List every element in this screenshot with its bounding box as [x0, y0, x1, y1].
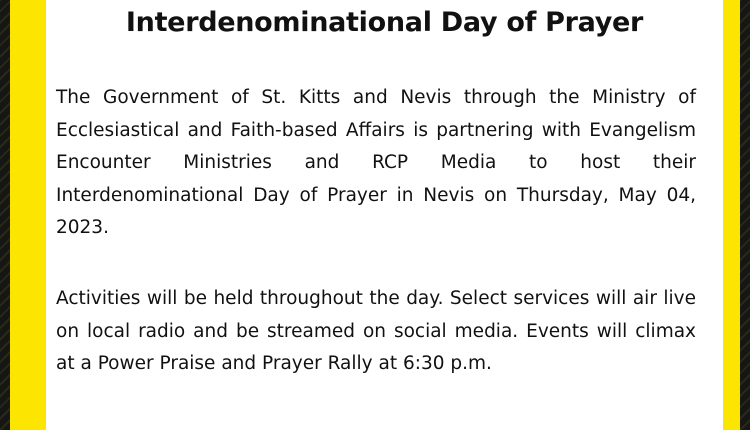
notice-card — [46, 0, 723, 430]
notice-paragraph-1: The Government of St. Kitts and Nevis through the Ministry of Ecclesiastical and Faith-based Affairs is partnering with Evangelism Encounter Ministries and RCP Media to host their Interdenominational Day of Prayer in Nevis on Thursday, May 04, 2023. — [56, 87, 696, 238]
notice-title: Interdenominational Day of Prayer — [125, 7, 644, 38]
left-decorative-stripe — [0, 0, 10, 430]
notice-paragraph-2: Activities will be held throughout the day. Select services will air live on local radio and be streamed on social media. Events will climax at a Power Praise and Prayer Rally at 6:30 p.m. — [56, 288, 696, 374]
yellow-frame — [10, 0, 740, 430]
right-decorative-stripe — [740, 0, 750, 430]
